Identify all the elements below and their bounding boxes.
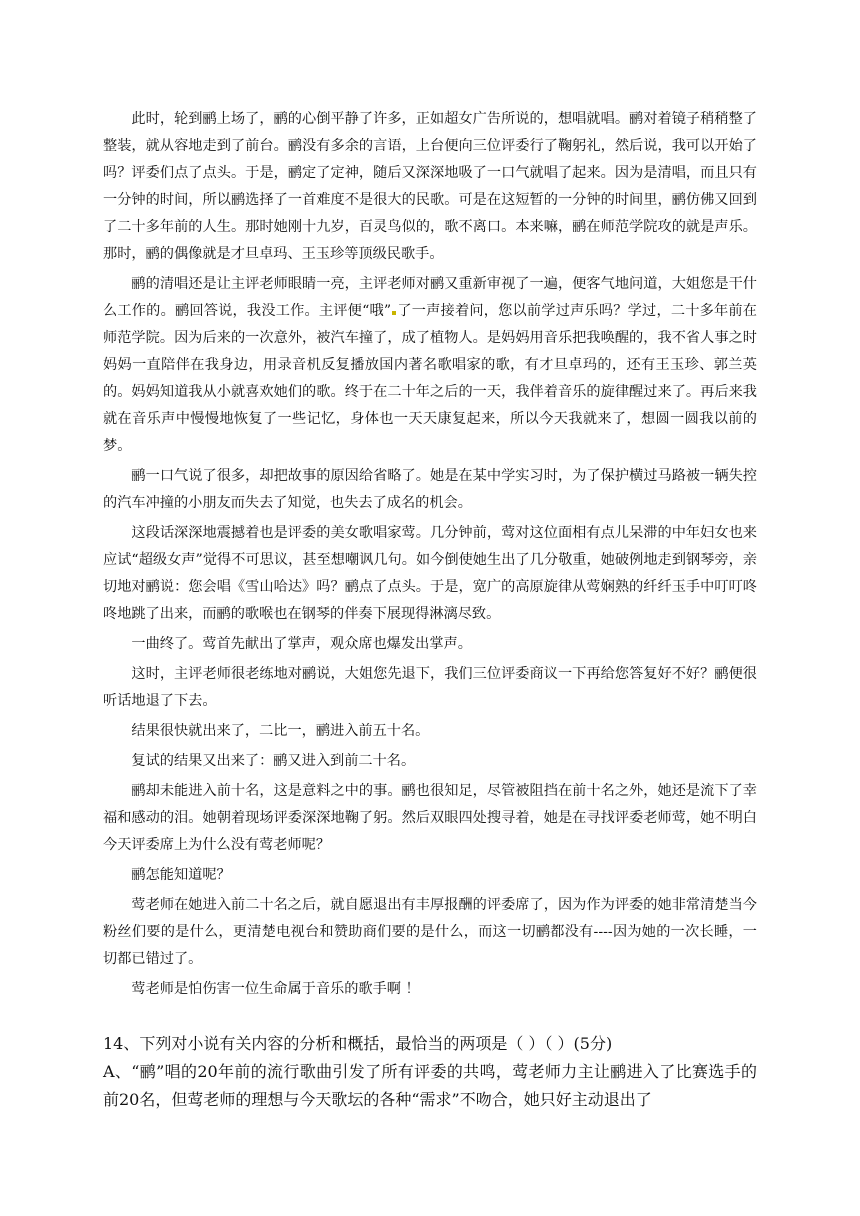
story-paragraph: 这时，主评老师很老练地对鹂说，大姐您先退下，我们三位评委商议一下再给您答复好不好？鹂便很听话地退了下去。 — [103, 666, 757, 709]
highlight-mark — [392, 311, 396, 315]
story-paragraph: 此时，轮到鹂上场了，鹂的心倒平静了许多，正如超女广告所说的，想唱就唱。鹂对着镜子稍稍整了整装，就从容地走到了前台。鹂没有多余的言语，上台便向三位评委行了鞠躬礼，然后说，我可以开始了吗？评委们点了点头。于是，鹂定了定神，随后又深深地吸了一口气就唱了起来。因为是清唱，而且只有一分钟的时间，所以鹂选择了一首难度不是很大的民歌。可是在这短暂的一分钟的时间里，鹂仿佛又回到了二十多年前的人生。那时她刚十九岁，百灵鸟似的，歌不离口。本来嘛，鹂在师范学院攻的就是声乐。那时，鹂的偶像就是才旦卓玛、王玉珍等顶级民歌手。 — [103, 111, 757, 262]
story-paragraph: 一曲终了。莺首先献出了掌声，观众席也爆发出掌声。 — [131, 636, 472, 652]
story-paragraph-part: 了一声接着问，您以前学过声乐吗？学过，二十多年前在师范学院。因为后来的一次意外，被汽车撞了，成了植物人。是妈妈用音乐把我唤醒的，我不省人事之时妈妈一直陪伴在我身边，用录音机反复播放国内著名歌唱家的歌，有才旦卓玛的，还有王玉珍、郭兰英的。妈妈知道我从小就喜欢她们的歌。终于在二十年之后的一天，我伴着音乐的旋律醒过来了。再后来我就在音乐声中慢慢地恢复了一些记忆，身体也一天天康复起来，所以今天我就来了，想圆一圆我以前的梦。 — [103, 303, 757, 454]
question-stem: 14、下列对小说有关内容的分析和概括，最恰当的两项是（ ）（ ）(5分) — [103, 1034, 613, 1053]
question-block — [103, 1030, 757, 1114]
story-paragraph: 这段话深深地震撼着也是评委的美女歌唱家莺。几分钟前，莺对这位面相有点儿呆滞的中年妇女也来应试“超级女声”觉得不可思议，甚至想嘲讽几句。如今倒使她生出了几分敬重，她破例地走到钢琴旁，亲切地对鹂说：您会唱《雪山哈达》吗？鹂点了点头。于是，宽广的高原旋律从莺娴熟的纤纤玉手中叮叮咚咚地跳了出来，而鹂的歌喉也在钢琴的伴奏下展现得淋漓尽致。 — [103, 525, 757, 622]
question-option-a: A、“鹂”唱的20年前的流行歌曲引发了所有评委的共鸣，莺老师力主让鹂进入了比赛选手的前20名，但莺老师的理想与今天歌坛的各种“需求”不吻合，她只好主动退出了 — [103, 1062, 757, 1109]
story-paragraph: 莺老师在她进入前二十名之后，就自愿退出有丰厚报酬的评委席了，因为作为评委的她非常清楚当今粉丝们要的是什么，更清楚电视台和赞助商们要的是什么，而这一切鹂都没有----因为她的一次长睡，一切都已错过了。 — [103, 897, 757, 967]
story-paragraph: 莺老师是怕伤害一位生命属于音乐的歌手啊 ！ — [131, 981, 420, 997]
story-paragraph: 结果很快就出来了，二比一，鹂进入前五十名。 — [131, 723, 430, 739]
story-paragraph: 鹂怎能知道呢？ — [131, 867, 231, 883]
story-paragraph: 复试的结果又出来了：鹂又进入到前二十名。 — [131, 753, 416, 769]
story-paragraph — [103, 271, 757, 460]
story-paragraph: 鹂却未能进入前十名，这是意料之中的事。鹂也很知足，尽管被阻挡在前十名之外，她还是流下了幸福和感动的泪。她朝着现场评委深深地鞠了躬。然后双眼四处搜寻着，她是在寻找评委老师莺，她不明白今天评委席上为什么没有莺老师呢？ — [103, 783, 757, 853]
story-paragraph: 鹂一口气说了很多，却把故事的原因给省略了。她是在某中学实习时，为了保护横过马路被一辆失控的汽车冲撞的小朋友而失去了知觉，也失去了成名的机会。 — [103, 468, 757, 511]
story-paragraph-part: 鹂的清唱还是让主评老师眼睛一亮，主评老师对鹂又重新审视了一遍，便客气地问道，大姐您是干什么工作的。鹂回答说，我没工作。主评便“哦” — [103, 276, 757, 319]
story-text — [103, 106, 757, 1006]
